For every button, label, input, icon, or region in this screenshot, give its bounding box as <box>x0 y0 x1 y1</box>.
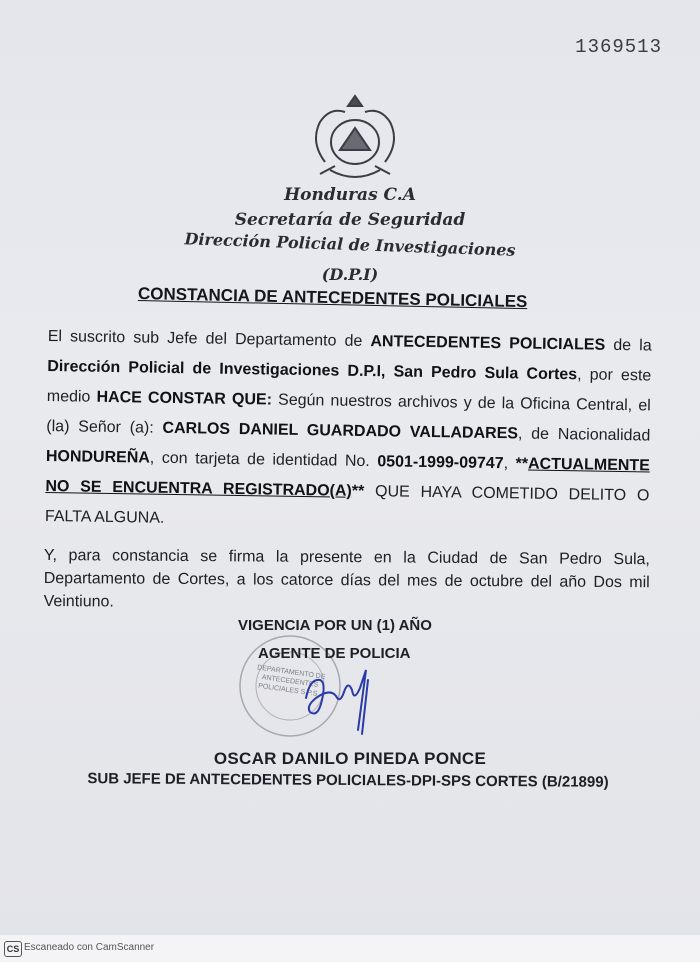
scanner-watermark: Escaneado con CamScanner <box>24 942 155 953</box>
validity-line: VIGENCIA POR UN (1) AÑO <box>238 617 432 634</box>
stamp-text: DEPARTAMENTO DE ANTECEDENTES POLICIALES S.P.S. <box>256 664 326 699</box>
serial-number: 1369513 <box>575 36 662 58</box>
body-text: Según nuestros archivos y de la Oficina Central, el (la) Señor (a): <box>46 391 651 437</box>
header-directorate: Dirección Policial de Investigaciones <box>184 229 516 260</box>
header-ministry: Secretaría de Seguridad <box>234 210 466 230</box>
header-country: Honduras C.A <box>284 185 416 205</box>
certifies-phrase: HACE CONSTAR QUE: <box>96 388 273 409</box>
record-status: ACTUALMENTE NO SE ENCUENTRA REGISTRADO(A) <box>45 455 650 500</box>
nationality: HONDUREÑA <box>45 447 151 467</box>
body-text: , <box>503 455 516 473</box>
department-name: ANTECEDENTES POLICIALES <box>370 333 606 354</box>
signatory-name: OSCAR DANILO PINEDA PONCE <box>213 749 487 768</box>
certificate-body <box>45 322 652 541</box>
id-number: 0501-1999-09747 <box>377 453 504 473</box>
body-text: El suscrito sub Jefe del Departamento de <box>47 327 371 351</box>
closing-paragraph: Y, para constancia se firma la presente en la Ciudad de San Pedro Sula, Departamento de Cortes, a los catorce días del mes de octubre del año Dos mil Veintiuno. <box>43 546 650 611</box>
body-text: de la <box>605 336 652 355</box>
body-text: , por este medio <box>46 366 652 406</box>
asterisks: ** <box>351 482 365 500</box>
camscanner-logo-icon: CS <box>4 941 22 957</box>
asterisks: ** <box>515 455 529 473</box>
body-text: , con tarjeta de identidad No. <box>149 449 378 471</box>
body-text: , de Nacionalidad <box>517 425 651 445</box>
document-title: CONSTANCIA DE ANTECEDENTES POLICIALES <box>137 284 528 312</box>
body-text: QUE HAYA COMETIDO DELITO O FALTA ALGUNA. <box>44 482 650 527</box>
signatory-role: SUB JEFE DE ANTECEDENTES POLICIALES-DPI-SPS CORTES (B/21899) <box>87 770 609 791</box>
person-name: CARLOS DANIEL GUARDADO VALLADARES <box>162 419 519 443</box>
coat-of-arms-icon <box>300 92 410 192</box>
scanner-footer <box>0 935 700 962</box>
header-acronym: (D.P.I) <box>321 265 379 284</box>
directorate-name: Dirección Policial de Investigaciones D.P.I, San Pedro Sula Cortes <box>47 357 578 384</box>
agent-line: AGENTE DE POLICIA <box>258 645 411 662</box>
signature-icon <box>296 640 396 740</box>
